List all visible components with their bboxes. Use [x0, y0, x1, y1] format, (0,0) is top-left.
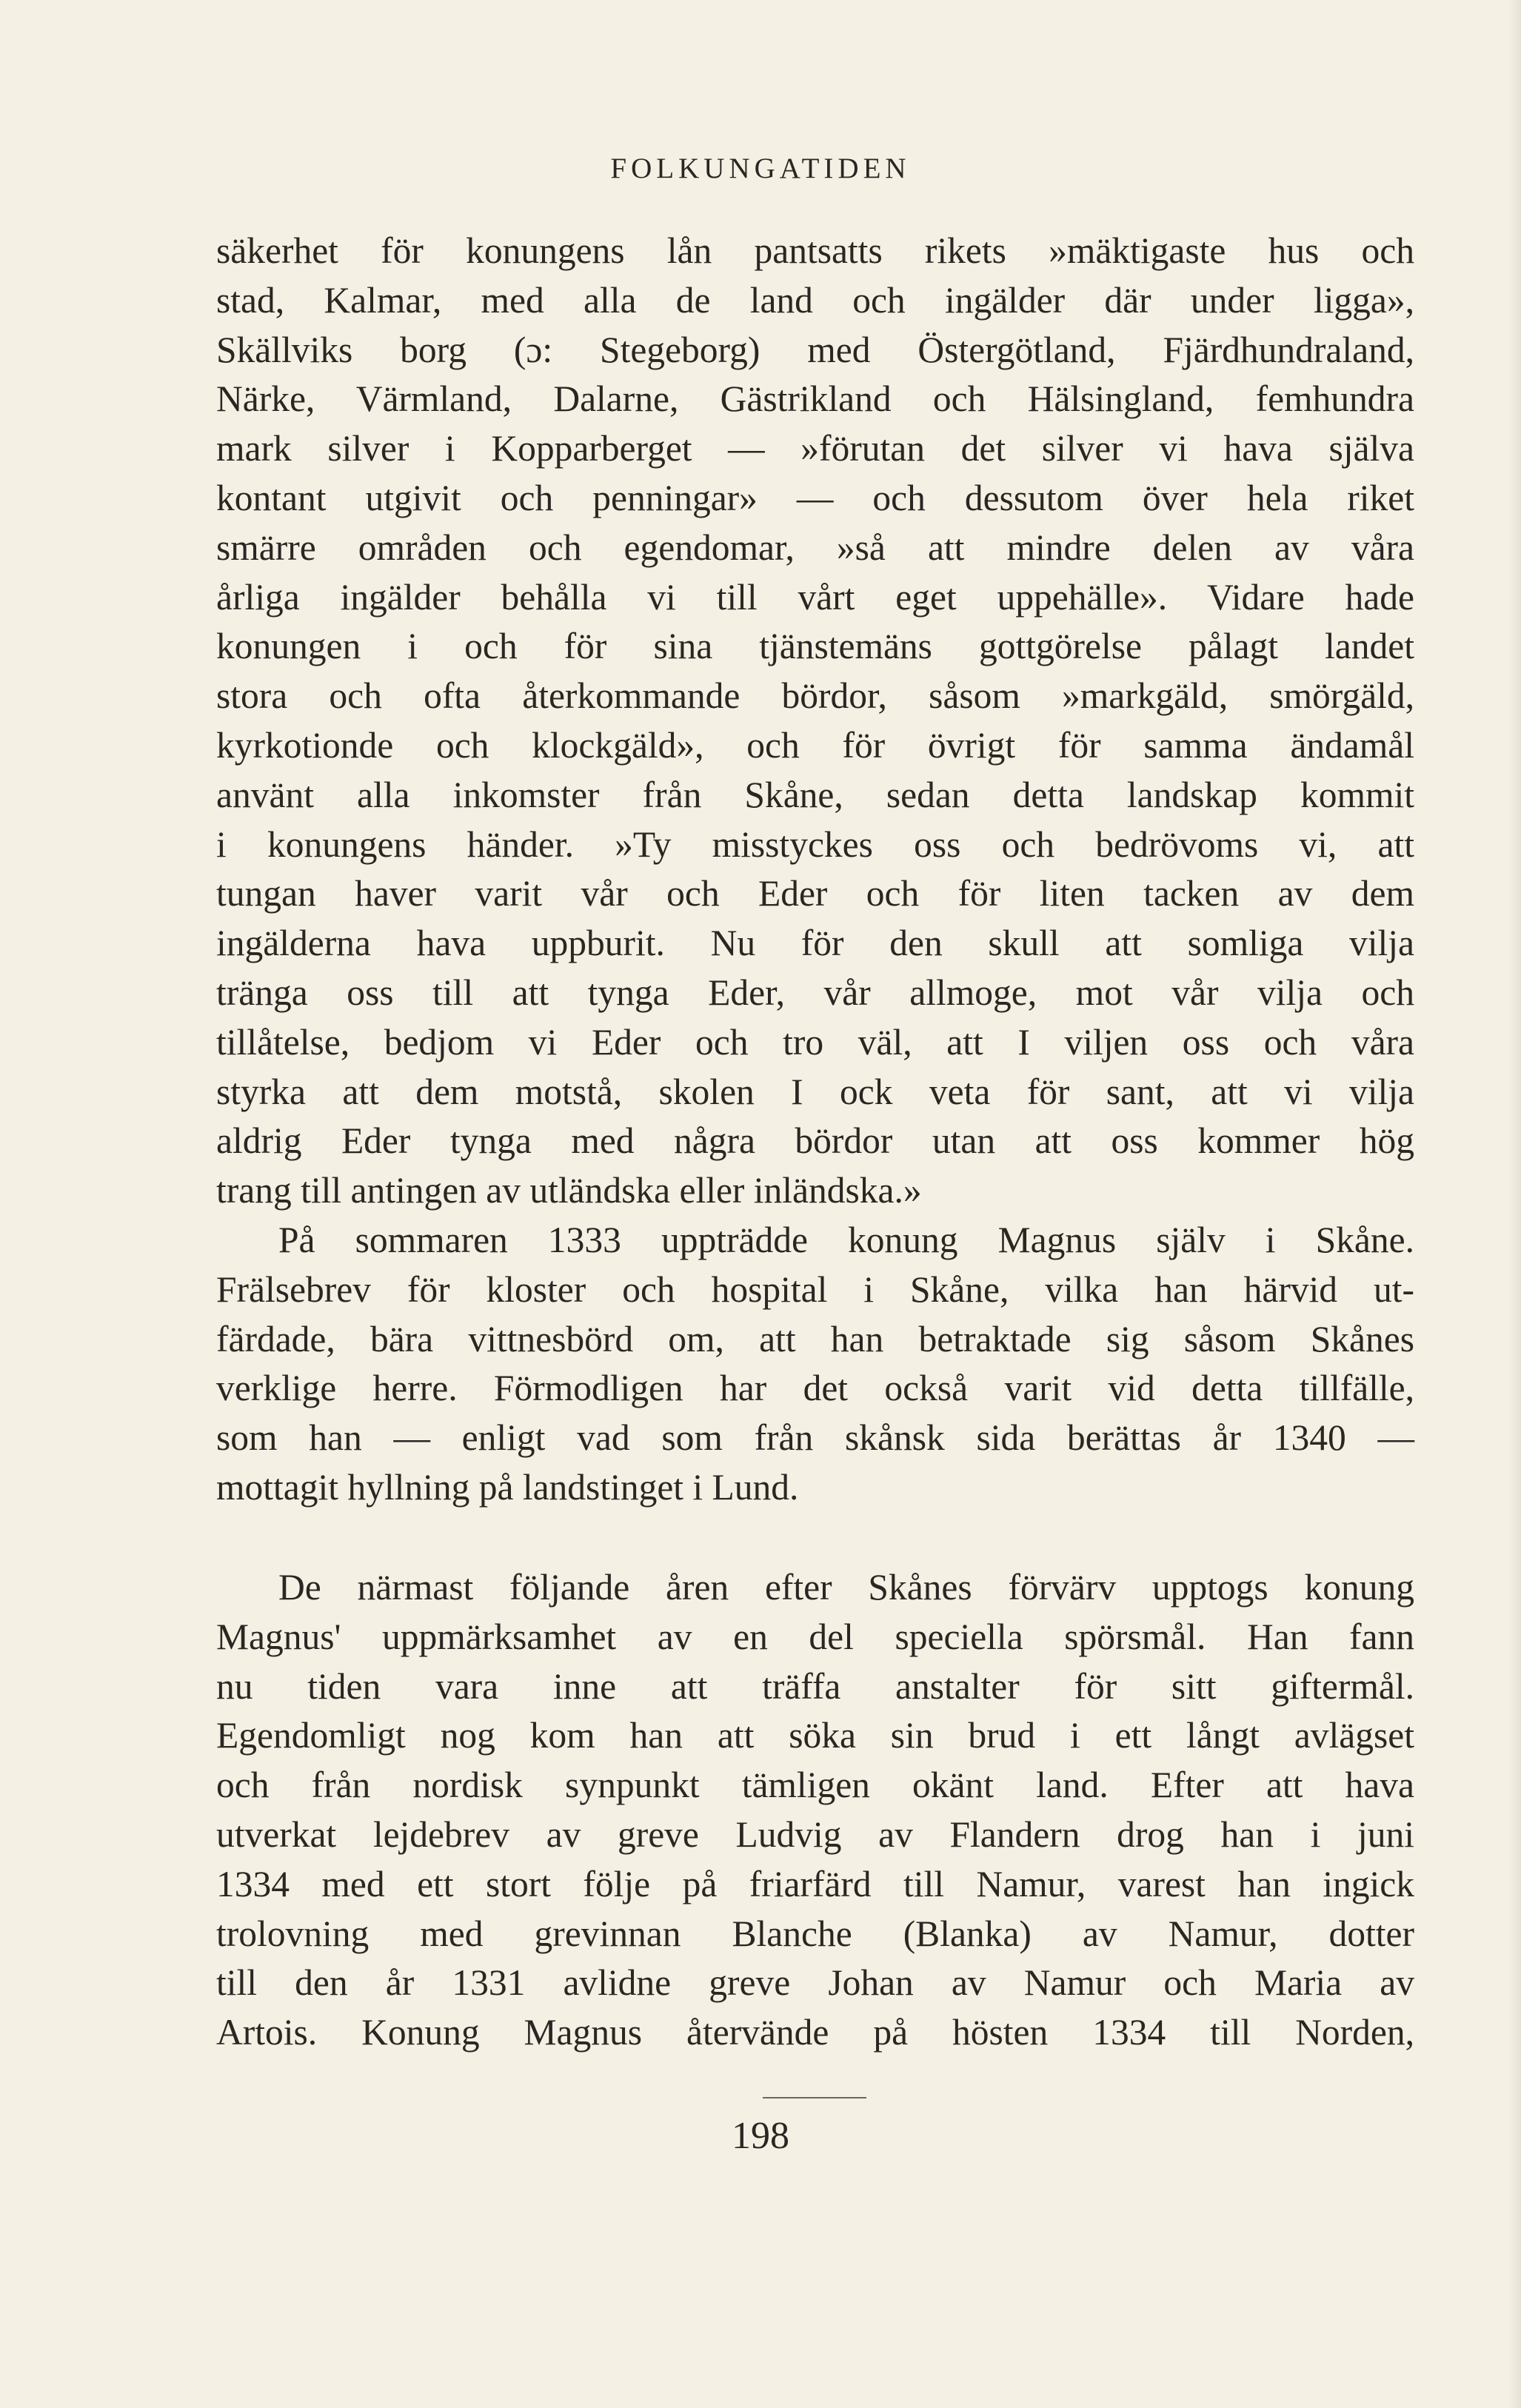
text-line: De närmast följande åren efter Skånes förvärv upptogs konung	[278, 1567, 1414, 1608]
text-line: mottagit hyllning på landstinget i Lund.	[216, 1466, 799, 1508]
running-header: FOLKUNGATIDEN	[610, 153, 911, 184]
text-line: verklige herre. Förmodligen har det också varit vid detta tillfälle,	[216, 1368, 1414, 1409]
text-line: använt alla inkomster från Skåne, sedan detta landskap kommit	[216, 774, 1414, 815]
text-line: stad, Kalmar, med alla de land och ingälder där under ligga»,	[216, 279, 1414, 321]
text-line: ingälderna hava uppburit. Nu för den skull att somliga vilja	[216, 923, 1414, 964]
text-line: kontant utgivit och penningar» — och dessutom över hela riket	[216, 477, 1414, 518]
text-line: Magnus' uppmärksamhet av en del speciella spörsmål. Han fann	[216, 1616, 1414, 1657]
footer-rule	[763, 2097, 866, 2098]
page-edge-shadow	[1508, 0, 1521, 2408]
text-line: nu tiden vara inne att träffa anstalter för sitt giftermål.	[216, 1665, 1414, 1707]
text-line: styrka att dem motstå, skolen I ock veta för sant, att vi vilja	[216, 1071, 1414, 1112]
text-line: och från nordisk synpunkt tämligen okänt land. Efter att hava	[216, 1765, 1414, 1806]
text-line: aldrig Eder tynga med några bördor utan att oss kommer hög	[216, 1120, 1414, 1162]
text-line: Artois. Konung Magnus återvände på hösten 1334 till Norden,	[216, 2012, 1414, 2053]
text-line: konungen i och för sina tjänstemäns gottgörelse pålagt landet	[216, 626, 1414, 667]
text-line: Närke, Värmland, Dalarne, Gästrikland och Hälsingland, femhundra	[216, 378, 1414, 420]
text-line: tillåtelse, bedjom vi Eder och tro väl, att I viljen oss och våra	[216, 1021, 1414, 1063]
text-line: årliga ingälder behålla vi till vårt eget uppehälle». Vidare hade	[216, 576, 1414, 618]
text-line: kyrkotionde och klockgäld», och för övrigt för samma ändamål	[216, 724, 1414, 766]
text-line: till den år 1331 avlidne greve Johan av Namur och Maria av	[216, 1962, 1414, 2004]
paragraph-1	[216, 227, 1414, 1216]
text-line: Frälsebrev för kloster och hospital i Skåne, vilka han härvid ut-	[216, 1268, 1414, 1310]
text-line: 1334 med ett stort följe på friarfärd till Namur, varest han ingick	[216, 1863, 1414, 1904]
text-line: som han — enligt vad som från skånsk sida berättas år 1340 —	[216, 1417, 1414, 1459]
text-line: tränga oss till att tynga Eder, vår allmoge, mot vår vilja och	[216, 971, 1414, 1013]
body-text-lower	[216, 1563, 1414, 2058]
paragraph-2	[216, 1216, 1414, 1513]
text-line: På sommaren 1333 uppträdde konung Magnus själv i Skåne.	[278, 1219, 1414, 1260]
paragraph-3	[216, 1563, 1414, 2058]
text-line: utverkat lejdebrev av greve Ludvig av Flandern drog han i juni	[216, 1813, 1414, 1855]
text-line: tungan haver varit vår och Eder och för liten tacken av dem	[216, 873, 1414, 914]
text-line: färdade, bära vittnesbörd om, att han betraktade sig såsom Skånes	[216, 1318, 1414, 1359]
page-number: 198	[732, 2115, 789, 2157]
text-line: trolovning med grevinnan Blanche (Blanka) av Namur, dotter	[216, 1913, 1414, 1954]
text-line: säkerhet för konungens lån pantsatts rikets »mäktigaste hus och	[216, 230, 1414, 271]
text-line: trang till antingen av utländska eller inländska.»	[216, 1170, 922, 1211]
text-line: smärre områden och egendomar, »så att mindre delen av våra	[216, 526, 1414, 568]
text-line: Egendomligt nog kom han att söka sin brud i ett långt avlägset	[216, 1715, 1414, 1756]
text-line: Skällviks borg (ɔ: Stegeborg) med Östergötland, Fjärdhundraland,	[216, 329, 1414, 370]
text-line: i konungens händer. »Ty misstyckes oss och bedrövoms vi, att	[216, 823, 1414, 865]
body-text-upper	[216, 227, 1414, 1513]
text-line: stora och ofta återkommande bördor, såsom »markgäld, smörgäld,	[216, 675, 1414, 717]
text-line: mark silver i Kopparberget — »förutan det silver vi hava själva	[216, 428, 1414, 469]
